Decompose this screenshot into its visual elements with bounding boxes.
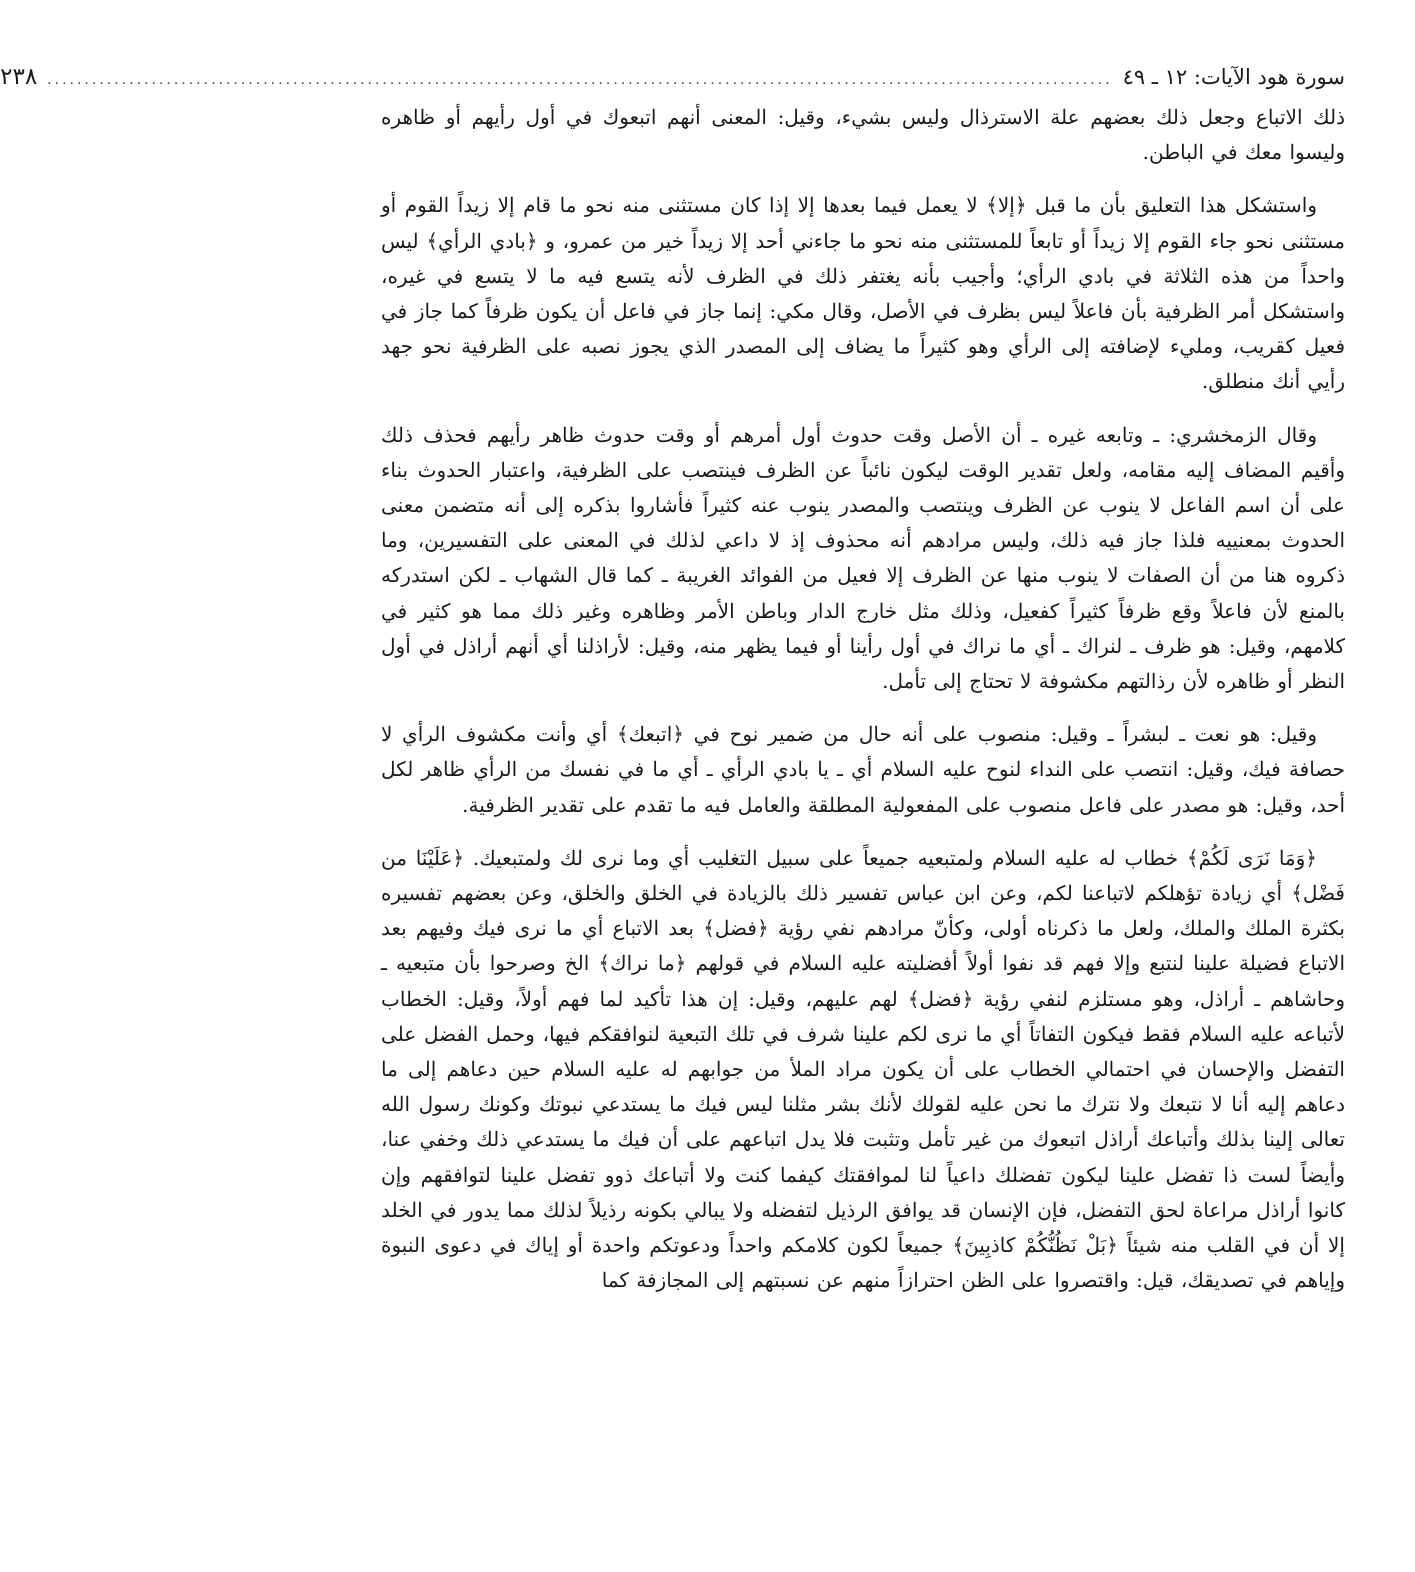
- leader-dots: ...............................................................................................................................................: [47, 72, 1113, 88]
- paragraph-3: وقال الزمخشري: ـ وتابعه غيره ـ أن الأصل وقت حدوث أول أمرهم أو وقت حدوث ظاهر رأيهم فحذف ذلك وأقيم المضاف إليه مقامه، ولعل تقدير الوقت ليكون نائباً عن الظرف فينتصب على الظرفية، واعتبار الحدوث بناء على أن اسم الفاعل لا ينوب عن الظرف وينتصب والمصدر ينوب عنه كثيراً فأشاروا بذكره إلى أنه متضمن معنى الحدوث بمعنييه فلذا جاز فيه ذلك، وليس مرادهم أنه محذوف إذ لا داعي لذلك في المعنى على التفسيرين، وما ذكروه هنا من أن الصفات لا ينوب منها عن الظرف إلا فعيل من الفوائد الغريبة ـ كما قال الشهاب ـ لكن استدركه بالمنع لأن فاعلاً وقع ظرفاً كثيراً كفعيل، وذلك مثل خارج الدار وباطن الأمر وظاهره وغير ذلك مما هو كثير في كلامهم، وقيل: هو ظرف ـ لنراك ـ أي ما نراك في أول رأينا أو فيما يظهر منه، وقيل: لأراذلنا أي أنهم أراذل في أول النظر أو ظاهره لأن رذالتهم مكشوفة لا تحتاج إلى تأمل.: [381, 422, 1345, 694]
- paragraph-4: وقيل: هو نعت ـ لبشراً ـ وقيل: منصوب على أنه حال من ضمير نوح في ﴿اتبعك﴾ أي وأنت مكشوف الرأي لا حصافة فيك، وقيل: انتصب على النداء لنوح عليه السلام أي ـ يا بادي الرأي ـ أي ما في نفسك من الرأي ظاهر لكل أحد، وقيل: هو مصدر على فاعل منصوب على المفعولية المطلقة والعامل فيه ما تقدم على تقدير الظرفية.: [381, 722, 1345, 817]
- paragraph-2: واستشكل هذا التعليق بأن ما قبل ﴿إلا﴾ لا يعمل فيما بعدها إلا إذا كان مستثنى منه نحو ما قام إلا زيداً القوم أو مستثنى نحو جاء القوم إلا زيداً أو تابعاً للمستثنى منه نحو ما جاءني أحد إلا زيداً خير من عمرو، و ﴿بادي الرأي﴾ ليس واحداً من هذه الثلاثة في بادي الرأي؛ وأجيب بأنه يغتفر ذلك في الظرف لأنه يتسع فيه ما لا يتسع في غيره، واستشكل أمر الظرفية بأن فاعلاً ليس بظرف في الأصل، وقال مكي: إنما جاز في فاعل أن يكون ظرفاً كما جاز في فعيل كقريب، ومليء لإضافته إلى الرأي وهو كثيراً ما يضاف إلى المصدر الذي يجوز نصبه على الظرفية نحو جهد رأيي أنك منطلق.: [381, 193, 1345, 394]
- paragraph-5: ﴿وَمَا نَرَى لَكُمْ﴾ خطاب له عليه السلام ولمتبعيه جميعاً على سبيل التغليب أي وما نرى لك ولمتبعيك. ﴿عَلَيْنَا من فَضْل﴾ أي زيادة تؤهلكم لاتباعنا لكم، وعن ابن عباس تفسير ذلك بالزيادة في الخلق والخلق، وعن بعضهم تفسيره بكثرة الملك والملك، ولعل ما ذكرناه أولى، وكأنّ مرادهم نفي رؤية ﴿فضل﴾ بعد الاتباع أي ما نرى فيك وفيهم بعد الاتباع فضيلة علينا لنتبع وإلا فهم قد نفوا أولاً أفضليته عليه السلام في قولهم ﴿ما نراك﴾ الخ وصرحوا بأن متبعيه ـ وحاشاهم ـ أراذل، وهو مستلزم لنفي رؤية ﴿فضل﴾ لهم عليهم، وقيل: إن هذا تأكيد لما فهم أولاً، وقيل: الخطاب لأتباعه عليه السلام فقط فيكون التفاتاً أي ما نرى لكم علينا شرف في تلك التبعية لنوافقكم فيها، وحمل الفضل على التفضل والإحسان في احتمالي الخطاب على أن يكون مراد الملأ من جوابهم له عليه السلام حين دعاهم إلى ما دعاهم إليه أنا لا نتبعك ولا نترك ما نحن عليه لقولك لأنك بشر مثلنا ليس فيك ما يستدعي نبوتك وكونك رسول الله تعالى إلينا بذلك وأتباعك أراذل اتبعوك من غير تأمل وتثبت فلا يدل اتباعهم على أن فيك ما يستدعي ذلك وخفي عنا، وأيضاً لست ذا تفضل علينا ليكون تفضلك داعياً لنا لموافقتك كيفما كنت ولا أتباعك ذوو تفضل علينا لتوافقهم وإن كانوا أراذل مراعاة لحق التفضل، فإن الإنسان قد يوافق الرذيل لتفضله ولا يبالي بكونه رذيلاً لذلك مما يدور في الخلد إلا أن في القلب منه شيئاً ﴿بَلْ نَظُنُّكُمْ كاذبِينَ﴾ جميعاً لكون كلامكم واحداً ودعوتكم واحدة أو إياك في دعوى النبوة وإياهم في تصديقك، قيل: واقتصروا على الظن احترازاً منهم عن نسبتهم إلى المجازفة كما: [381, 845, 1346, 1293]
- body-text: [381, 100, 1345, 1299]
- book-page: [0, 62, 1346, 1542]
- page-number: ٢٣٨: [0, 64, 38, 90]
- surah-title: سورة هود الآيات: ١٢ ـ ٤٩: [1122, 65, 1345, 89]
- running-header: [0, 62, 1345, 100]
- paragraph-1: ذلك الاتباع وجعل ذلك بعضهم علة الاسترذال وليس بشيء، وقيل: المعنى أنهم اتبعوك في أول رأيهم أو ظاهره وليسوا معك في الباطن.: [381, 105, 1345, 165]
